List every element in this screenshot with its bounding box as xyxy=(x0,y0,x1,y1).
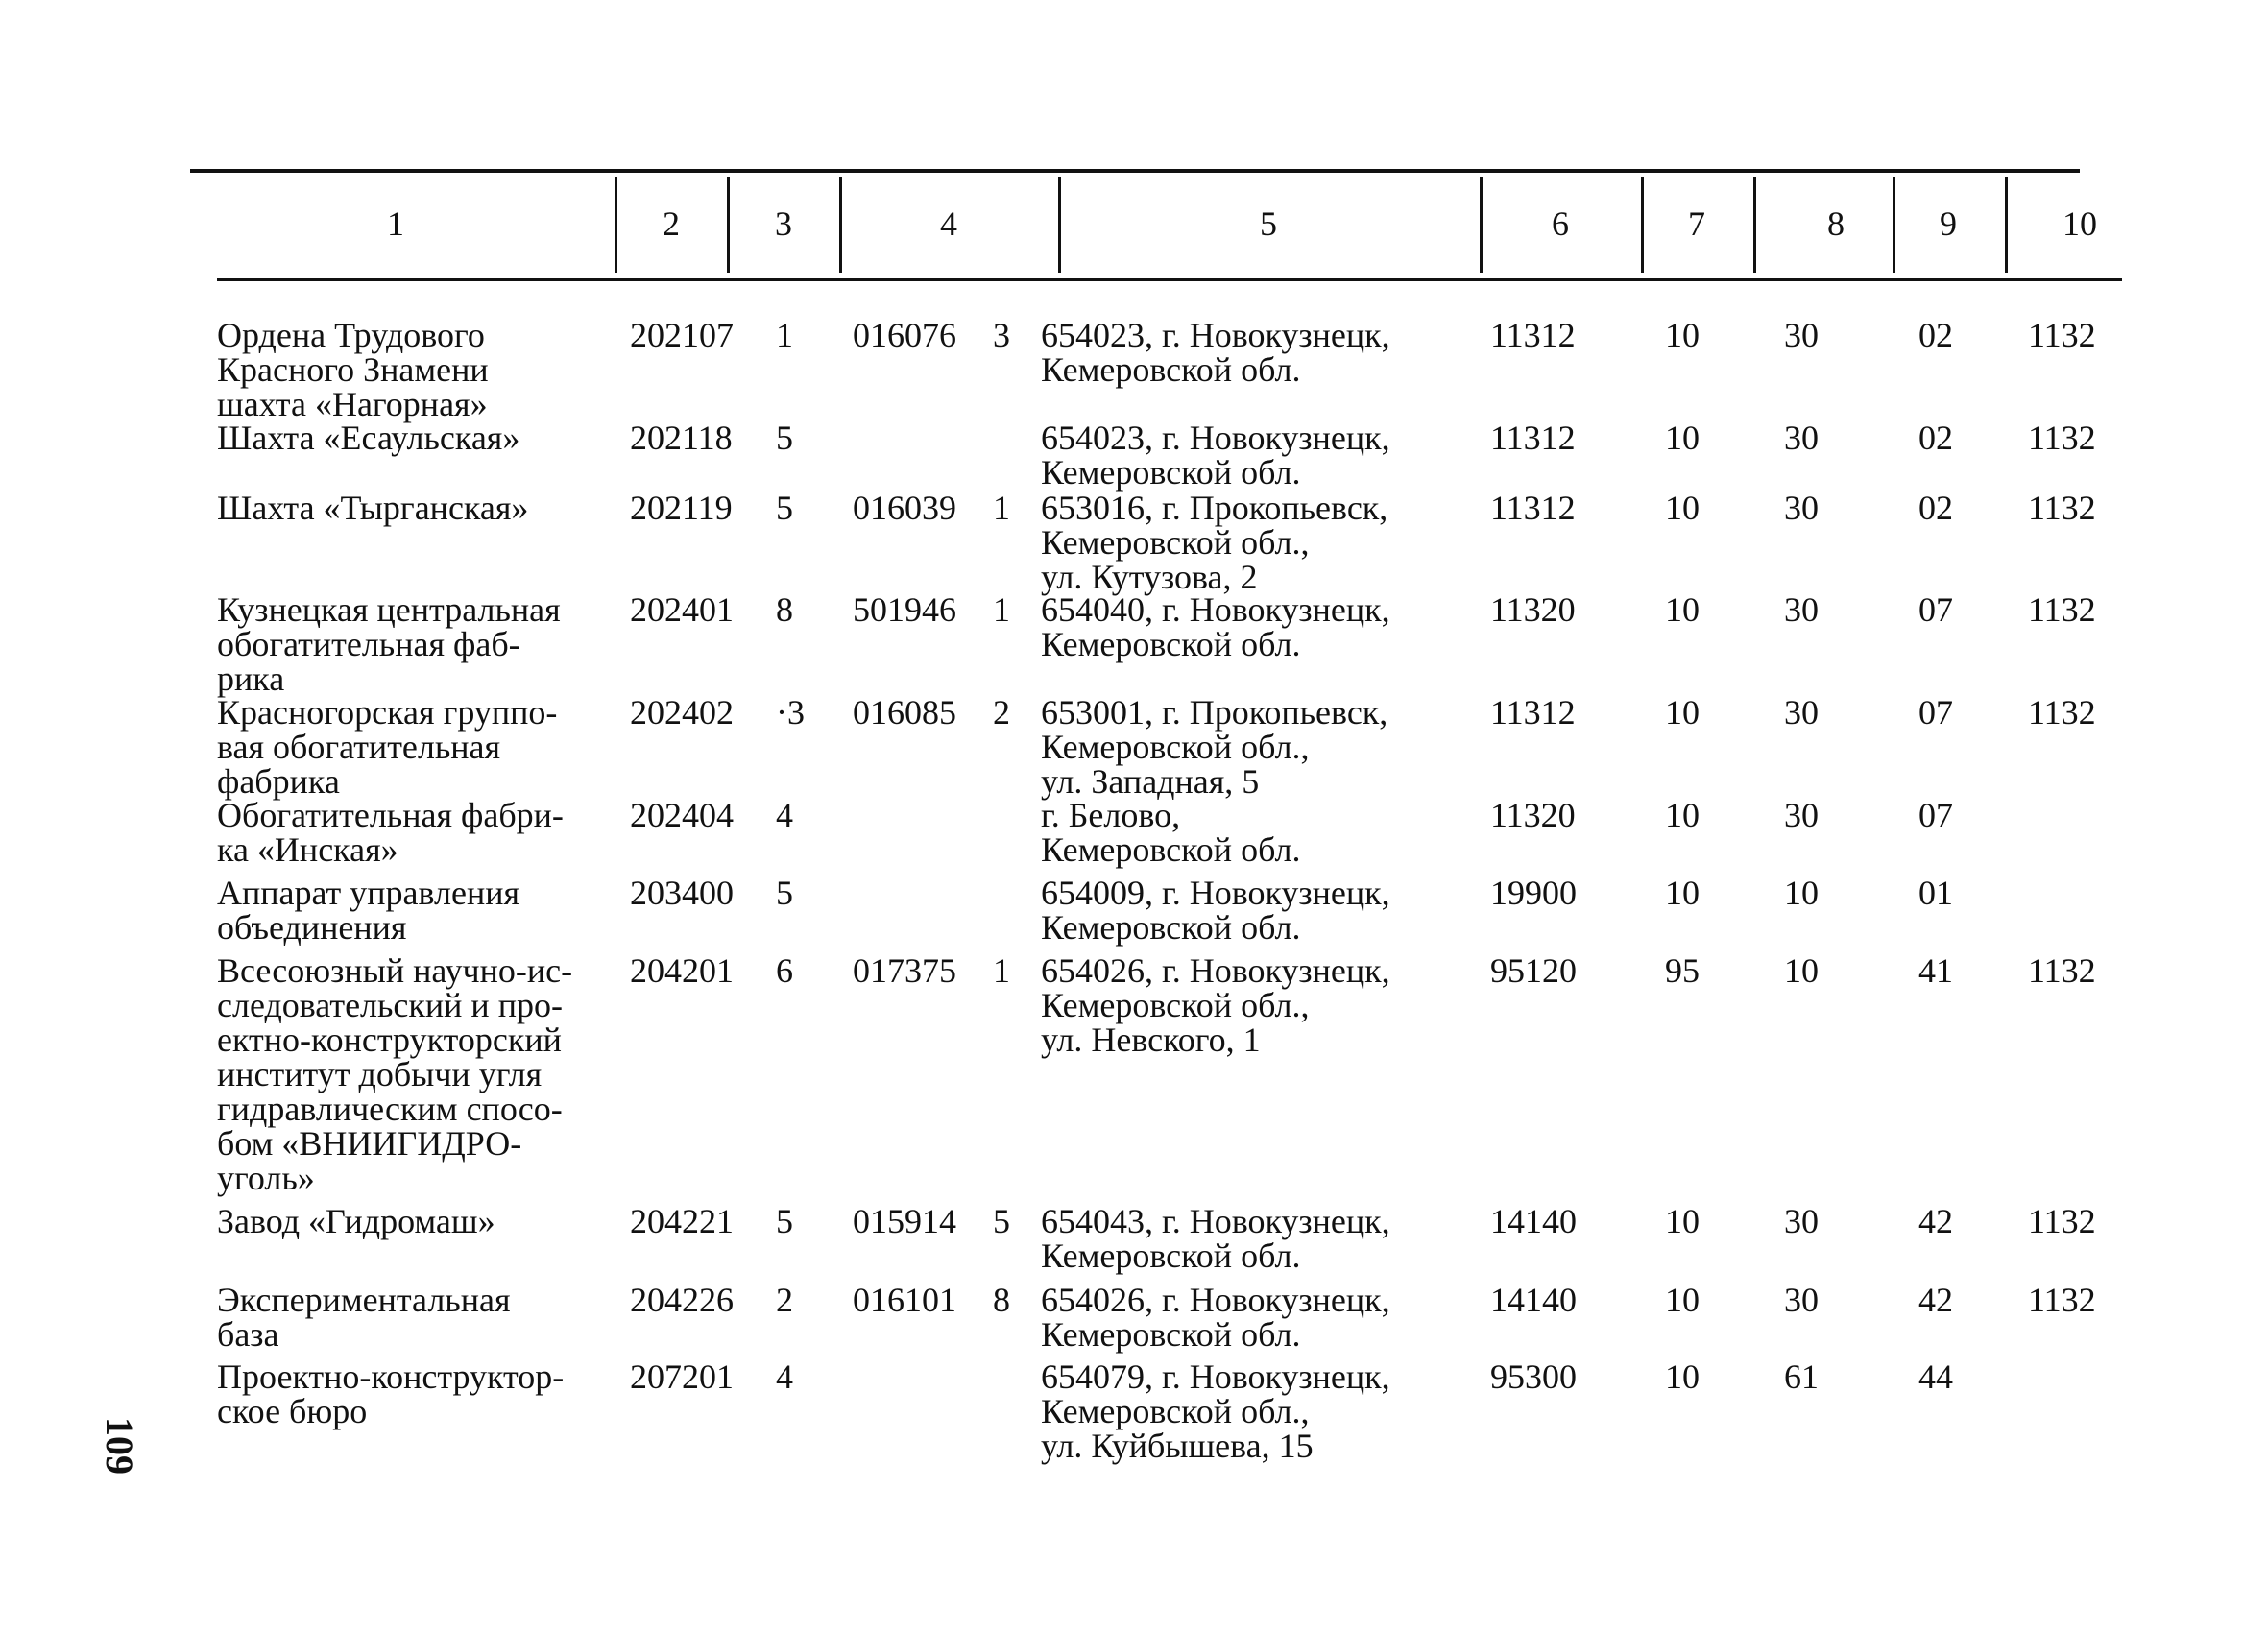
form-cell: 10 xyxy=(1665,316,1700,354)
organization-name-line: институт добычи угля xyxy=(217,1055,543,1093)
address-line: Кемеровской обл., xyxy=(1041,523,1310,562)
form-cell: 10 xyxy=(1665,693,1700,732)
address-line: 654043, г. Новокузнецк, xyxy=(1041,1202,1390,1240)
address-line: ул. Западная, 5 xyxy=(1041,762,1260,801)
address-cell xyxy=(1041,1204,1390,1273)
address-line: Кемеровской обл. xyxy=(1041,350,1301,389)
address-line: Кемеровской обл. xyxy=(1041,1315,1301,1354)
check-digit-cell: 4 xyxy=(776,1357,793,1396)
address-line: 654009, г. Новокузнецк, xyxy=(1041,874,1390,912)
organization-name-line: Аппарат управления xyxy=(217,874,520,912)
ministry-cell: 1132 xyxy=(2028,489,2096,527)
code-cell: 204221 xyxy=(630,1202,734,1240)
address-line: Кемеровской обл. xyxy=(1041,908,1301,947)
check-digit-cell: 6 xyxy=(776,951,793,990)
code-cell: 203400 xyxy=(630,874,734,912)
column-header: 4 xyxy=(940,204,957,243)
form-cell: 10 xyxy=(1665,1281,1700,1319)
organization-name xyxy=(217,1283,620,1352)
soato-cell: 30 xyxy=(1784,590,1819,629)
organization-name-line: база xyxy=(217,1315,279,1354)
address-line: ул. Невского, 1 xyxy=(1041,1021,1261,1059)
branch-cell: 41 xyxy=(1918,951,1953,990)
code-cell: 204201 xyxy=(630,951,734,990)
form-cell: 10 xyxy=(1665,874,1700,912)
okonh-cell: 95300 xyxy=(1490,1357,1577,1396)
soato-cell: 30 xyxy=(1784,419,1819,457)
branch-cell: 02 xyxy=(1918,316,1953,354)
organization-name xyxy=(217,695,620,799)
column-divider xyxy=(2005,177,2008,273)
check-digit-cell: 2 xyxy=(776,1281,793,1319)
okonh-cell: 14140 xyxy=(1490,1281,1577,1319)
table-header-rule xyxy=(217,278,2122,281)
form-cell: 10 xyxy=(1665,796,1700,834)
organization-name xyxy=(217,318,620,421)
organization-name-line: следовательский и про- xyxy=(217,986,563,1024)
column-header: 5 xyxy=(1260,204,1277,243)
address-cell xyxy=(1041,1359,1390,1463)
organization-name xyxy=(217,953,620,1195)
address-line: Кемеровской обл. xyxy=(1041,453,1301,492)
ministry-cell: 1132 xyxy=(2028,1281,2096,1319)
address-cell xyxy=(1041,592,1390,661)
column-header: 1 xyxy=(387,204,404,243)
code-cell: 202404 xyxy=(630,796,734,834)
okpo-cell: 017375 xyxy=(853,951,956,990)
branch-cell: 42 xyxy=(1918,1202,1953,1240)
organization-name xyxy=(217,592,620,696)
soato-cell: 10 xyxy=(1784,951,1819,990)
ministry-cell: 1132 xyxy=(2028,693,2096,732)
address-line: Кемеровской обл., xyxy=(1041,986,1310,1024)
code-cell: 202402 xyxy=(630,693,734,732)
organization-name-line: Ордена Трудового xyxy=(217,316,485,354)
column-header: 6 xyxy=(1552,204,1569,243)
address-cell xyxy=(1041,491,1387,594)
okonh-cell: 19900 xyxy=(1490,874,1577,912)
code-cell: 207201 xyxy=(630,1357,734,1396)
branch-cell: 42 xyxy=(1918,1281,1953,1319)
organization-name-line: шахта «Нагорная» xyxy=(217,385,488,423)
organization-name-line: Обогатительная фабри- xyxy=(217,796,564,834)
form-cell: 10 xyxy=(1665,590,1700,629)
address-line: Кемеровской обл., xyxy=(1041,1392,1310,1430)
soato-cell: 30 xyxy=(1784,693,1819,732)
column-divider xyxy=(727,177,730,273)
okpo-check-cell: 5 xyxy=(993,1202,1010,1240)
ministry-cell: 1132 xyxy=(2028,951,2096,990)
okonh-cell: 11312 xyxy=(1490,316,1576,354)
column-divider xyxy=(1753,177,1756,273)
check-digit-cell: 1 xyxy=(776,316,793,354)
address-line: 654040, г. Новокузнецк, xyxy=(1041,590,1390,629)
soato-cell: 61 xyxy=(1784,1357,1819,1396)
soato-cell: 30 xyxy=(1784,796,1819,834)
check-digit-cell: 4 xyxy=(776,796,793,834)
address-line: ул. Куйбышева, 15 xyxy=(1041,1427,1314,1465)
organization-name-line: Всесоюзный научно-ис- xyxy=(217,951,573,990)
okpo-cell: 016076 xyxy=(853,316,956,354)
branch-cell: 44 xyxy=(1918,1357,1953,1396)
branch-cell: 02 xyxy=(1918,489,1953,527)
organization-name-line: Красного Знамени xyxy=(217,350,489,389)
column-header: 10 xyxy=(2063,204,2097,243)
organization-name-line: ка «Инская» xyxy=(217,830,398,869)
okpo-check-cell: 1 xyxy=(993,489,1010,527)
form-cell: 95 xyxy=(1665,951,1700,990)
table-top-rule xyxy=(190,169,2080,173)
organization-name-line: объединения xyxy=(217,908,407,947)
form-cell: 10 xyxy=(1665,1202,1700,1240)
check-digit-cell: 5 xyxy=(776,489,793,527)
organization-name-line: Экспериментальная xyxy=(217,1281,511,1319)
organization-name-line: ектно-конструкторский xyxy=(217,1021,562,1059)
column-divider xyxy=(615,177,617,273)
column-divider xyxy=(839,177,842,273)
organization-name-line: бом «ВНИИГИДРО- xyxy=(217,1124,522,1163)
address-cell xyxy=(1041,695,1387,799)
organization-name-line: Завод «Гидромаш» xyxy=(217,1202,495,1240)
organization-name-line: ское бюро xyxy=(217,1392,368,1430)
form-cell: 10 xyxy=(1665,1357,1700,1396)
address-line: 654026, г. Новокузнецк, xyxy=(1041,951,1390,990)
column-header: 9 xyxy=(1940,204,1957,243)
okonh-cell: 11312 xyxy=(1490,419,1576,457)
soato-cell: 30 xyxy=(1784,1202,1819,1240)
address-cell xyxy=(1041,798,1300,867)
okpo-cell: 016085 xyxy=(853,693,956,732)
code-cell: 202107 xyxy=(630,316,734,354)
address-line: 654023, г. Новокузнецк, xyxy=(1041,316,1390,354)
column-divider xyxy=(1893,177,1895,273)
form-cell: 10 xyxy=(1665,489,1700,527)
soato-cell: 30 xyxy=(1784,316,1819,354)
organization-name xyxy=(217,876,620,945)
check-digit-cell: ·3 xyxy=(776,693,805,732)
organization-name xyxy=(217,798,620,867)
address-line: 654079, г. Новокузнецк, xyxy=(1041,1357,1390,1396)
address-cell xyxy=(1041,953,1390,1057)
address-cell xyxy=(1041,420,1390,490)
check-digit-cell: 5 xyxy=(776,874,793,912)
ministry-cell: 1132 xyxy=(2028,590,2096,629)
organization-name xyxy=(217,1204,620,1238)
organization-name-line: уголь» xyxy=(217,1159,315,1197)
branch-cell: 02 xyxy=(1918,419,1953,457)
okpo-check-cell: 1 xyxy=(993,590,1010,629)
form-cell: 10 xyxy=(1665,419,1700,457)
okpo-cell: 015914 xyxy=(853,1202,956,1240)
branch-cell: 01 xyxy=(1918,874,1953,912)
address-line: 653016, г. Прокопьевск, xyxy=(1041,489,1388,527)
address-line: Кемеровской обл. xyxy=(1041,625,1301,663)
check-digit-cell: 8 xyxy=(776,590,793,629)
address-cell xyxy=(1041,876,1390,945)
page-number: 109 xyxy=(98,1417,141,1475)
okpo-check-cell: 2 xyxy=(993,693,1010,732)
check-digit-cell: 5 xyxy=(776,1202,793,1240)
address-line: 653001, г. Прокопьевск, xyxy=(1041,693,1388,732)
column-divider xyxy=(1058,177,1061,273)
organization-name xyxy=(217,491,620,525)
column-divider xyxy=(1641,177,1644,273)
code-cell: 202119 xyxy=(630,489,733,527)
address-line: 654023, г. Новокузнецк, xyxy=(1041,419,1390,457)
address-cell xyxy=(1041,318,1390,387)
organization-name-line: Шахта «Есаульская» xyxy=(217,419,520,457)
okpo-cell: 501946 xyxy=(853,590,956,629)
ministry-cell: 1132 xyxy=(2028,419,2096,457)
organization-name-line: Проектно-конструктор- xyxy=(217,1357,565,1396)
okonh-cell: 11312 xyxy=(1490,693,1576,732)
organization-name-line: Кузнецкая центральная xyxy=(217,590,561,629)
okpo-check-cell: 1 xyxy=(993,951,1010,990)
address-line: Кемеровской обл. xyxy=(1041,830,1301,869)
organization-name-line: обогатительная фаб- xyxy=(217,625,520,663)
code-cell: 202401 xyxy=(630,590,734,629)
branch-cell: 07 xyxy=(1918,693,1953,732)
ministry-cell: 1132 xyxy=(2028,316,2096,354)
column-header: 7 xyxy=(1688,204,1705,243)
organization-name xyxy=(217,420,620,455)
address-line: ул. Кутузова, 2 xyxy=(1041,558,1258,596)
code-cell: 202118 xyxy=(630,419,733,457)
okonh-cell: 11312 xyxy=(1490,489,1576,527)
organization-name-line: гидравлическим спосо- xyxy=(217,1090,563,1128)
okpo-cell: 016039 xyxy=(853,489,956,527)
ministry-cell: 1132 xyxy=(2028,1202,2096,1240)
address-cell xyxy=(1041,1283,1390,1352)
code-cell: 204226 xyxy=(630,1281,734,1319)
okonh-cell: 95120 xyxy=(1490,951,1577,990)
branch-cell: 07 xyxy=(1918,590,1953,629)
check-digit-cell: 5 xyxy=(776,419,793,457)
column-header: 3 xyxy=(775,204,792,243)
okonh-cell: 11320 xyxy=(1490,590,1576,629)
okonh-cell: 14140 xyxy=(1490,1202,1577,1240)
okonh-cell: 11320 xyxy=(1490,796,1576,834)
address-line: Кемеровской обл. xyxy=(1041,1237,1301,1275)
organization-name-line: рика xyxy=(217,660,285,698)
organization-name xyxy=(217,1359,620,1429)
column-header: 2 xyxy=(663,204,680,243)
soato-cell: 30 xyxy=(1784,489,1819,527)
okpo-check-cell: 3 xyxy=(993,316,1010,354)
organization-name-line: Красногорская группо- xyxy=(217,693,558,732)
column-header: 8 xyxy=(1827,204,1845,243)
address-line: 654026, г. Новокузнецк, xyxy=(1041,1281,1390,1319)
organization-name-line: вая обогатительная xyxy=(217,728,501,766)
okpo-check-cell: 8 xyxy=(993,1281,1010,1319)
soato-cell: 30 xyxy=(1784,1281,1819,1319)
organization-name-line: фабрика xyxy=(217,762,340,801)
column-divider xyxy=(1480,177,1483,273)
address-line: Кемеровской обл., xyxy=(1041,728,1310,766)
address-line: г. Белово, xyxy=(1041,796,1181,834)
okpo-cell: 016101 xyxy=(853,1281,956,1319)
soato-cell: 10 xyxy=(1784,874,1819,912)
branch-cell: 07 xyxy=(1918,796,1953,834)
organization-name-line: Шахта «Тырганская» xyxy=(217,489,529,527)
